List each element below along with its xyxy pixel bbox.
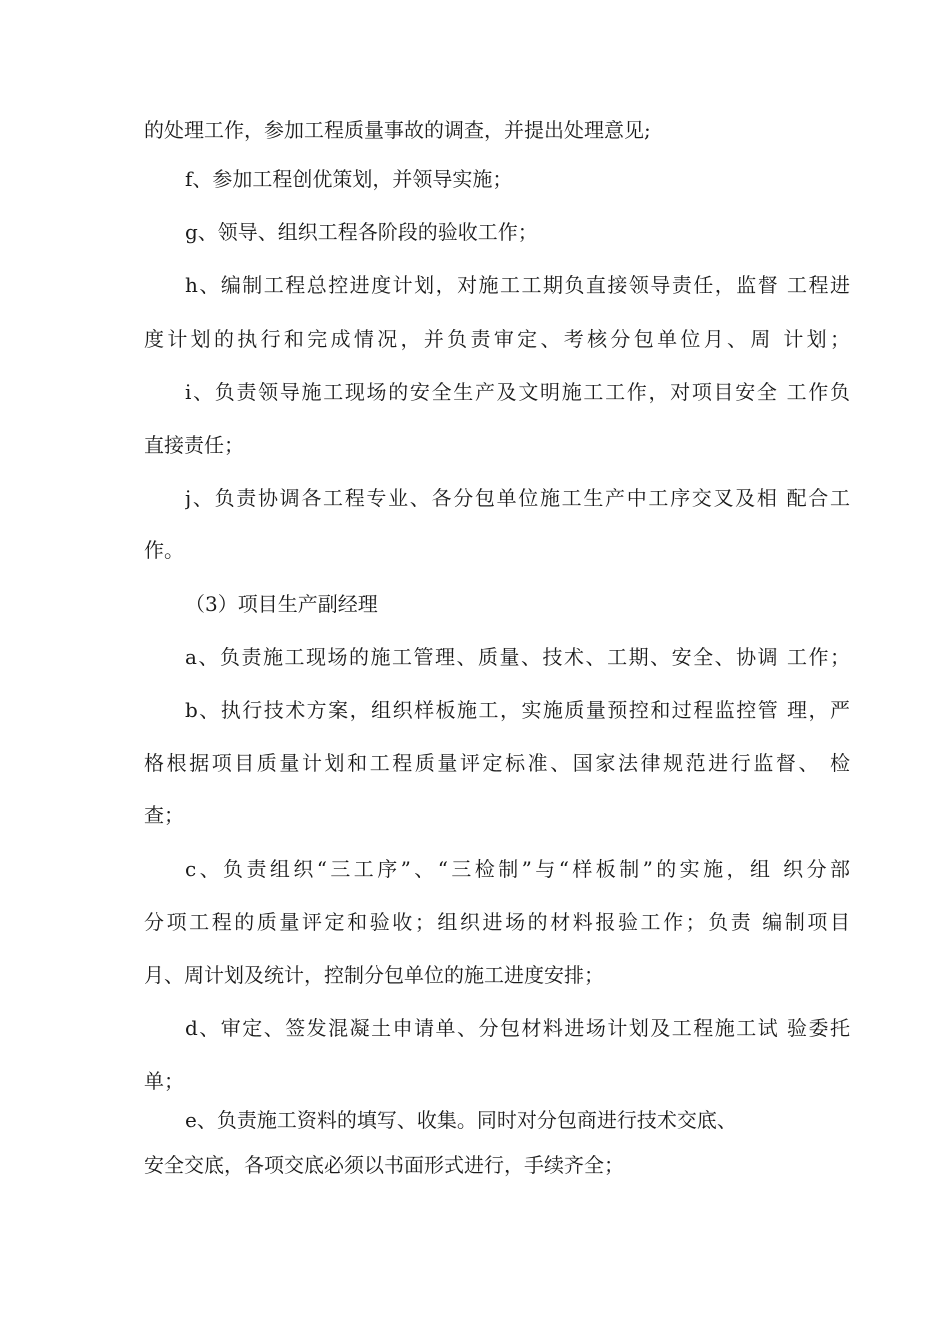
text-line: j、负责协调各工程专业、各分包单位施工生产中工序交叉及相 配合工 xyxy=(185,486,850,510)
text-line: b、执行技术方案，组织样板施工，实施质量预控和过程监控管 理，严 xyxy=(185,698,850,722)
text-line: 安全交底，各项交底必须以书面形式进行，手续齐全； xyxy=(144,1153,624,1177)
text-line: 分项工程的质量评定和验收；组织进场的材料报验工作；负责 编制项目 xyxy=(144,910,850,934)
text-line: 直接责任； xyxy=(144,433,244,457)
text-line: c、负责组织“三工序”、“三检制”与“样板制”的实施，组 织分部 xyxy=(185,857,850,881)
text-line: 月、周计划及统计，控制分包单位的施工进度安排； xyxy=(144,963,604,987)
text-line: 度计划的执行和完成情况，并负责审定、考核分包单位月、周 计划； xyxy=(144,327,850,351)
text-line: e、负责施工资料的填写、收集。同时对分包商进行技术交底、 xyxy=(185,1108,737,1132)
text-line: 作。 xyxy=(144,538,184,562)
text-line: h、编制工程总控进度计划，对施工工期负直接领导责任，监督 工程进 xyxy=(185,273,850,297)
text-line: 单； xyxy=(144,1069,184,1093)
text-line: g、领导、组织工程各阶段的验收工作； xyxy=(185,220,538,244)
text-line: f、参加工程创优策划，并领导实施； xyxy=(185,167,513,191)
text-line: 格根据项目质量计划和工程质量评定标准、国家法律规范进行监督、 检 xyxy=(144,751,850,775)
section-heading: （3）项目生产副经理 xyxy=(185,592,378,616)
text-line: a、负责施工现场的施工管理、质量、技术、工期、安全、协调 工作； xyxy=(185,645,850,669)
text-line: i、负责领导施工现场的安全生产及文明施工工作，对项目安全 工作负 xyxy=(185,380,850,404)
text-line: 查； xyxy=(144,803,184,827)
text-line: 的处理工作，参加工程质量事故的调查，并提出处理意见; xyxy=(144,118,651,142)
text-line: d、审定、签发混凝土申请单、分包材料进场计划及工程施工试 验委托 xyxy=(185,1016,850,1040)
